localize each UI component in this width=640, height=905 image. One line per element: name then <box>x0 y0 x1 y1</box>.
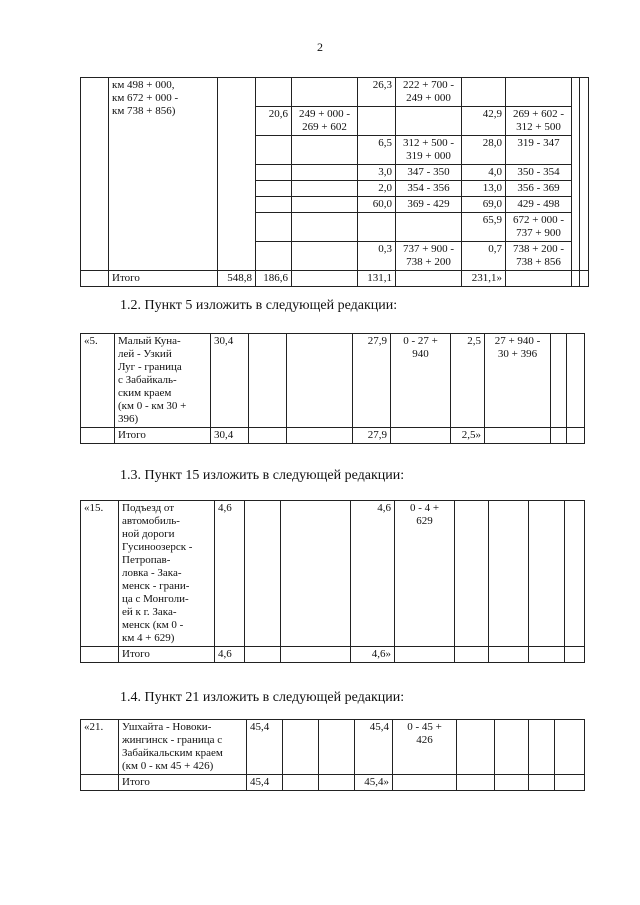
empty-cell <box>283 720 319 775</box>
km-range: 354 - 356 <box>396 181 462 197</box>
empty-cell <box>567 334 585 428</box>
road-name: км 498 + 000, км 672 + 000 - км 738 + 856) <box>109 78 218 271</box>
empty-cell <box>287 428 353 444</box>
empty-cell <box>245 647 281 663</box>
empty-cell <box>393 775 457 791</box>
value-cell: 45,4 <box>247 720 283 775</box>
empty-cell <box>555 775 585 791</box>
empty-cell <box>396 271 462 287</box>
value-cell: 2,0 <box>358 181 396 197</box>
empty-cell <box>256 197 292 213</box>
km-range: 27 + 940 - 30 + 396 <box>485 334 551 428</box>
km-range: 350 - 354 <box>506 165 572 181</box>
empty-cell <box>396 107 462 136</box>
value-cell: 20,6 <box>256 107 292 136</box>
empty-cell <box>529 647 565 663</box>
road-name: Подъезд от автомобиль- ной дороги Гусиноозерск - Петропав- ловка - Зака- менск - грани- ца с Монголи- ей к г. Зака- менск (км 0 - км 4 + 629) <box>119 501 215 647</box>
empty-cell <box>489 501 529 647</box>
total-value: 231,1» <box>462 271 506 287</box>
empty-cell <box>81 271 109 287</box>
km-range: 319 - 347 <box>506 136 572 165</box>
empty-cell <box>292 213 358 242</box>
km-range: 222 + 700 - 249 + 000 <box>396 78 462 107</box>
value-cell: 3,0 <box>358 165 396 181</box>
total-label: Итого <box>119 647 215 663</box>
section-heading-21: 1.4. Пункт 21 изложить в следующей редакции: <box>120 690 405 705</box>
empty-cell <box>249 428 287 444</box>
value-cell: 6,5 <box>358 136 396 165</box>
empty-cell <box>245 501 281 647</box>
empty-cell <box>281 647 351 663</box>
empty-cell <box>395 647 455 663</box>
table-item-21 <box>80 719 585 791</box>
total-label: Итого <box>109 271 218 287</box>
total-label: Итого <box>119 775 247 791</box>
empty-cell <box>283 775 319 791</box>
value-cell: 4,6 <box>351 501 395 647</box>
empty-cell <box>81 775 119 791</box>
empty-cell <box>81 428 115 444</box>
section-heading-5: 1.2. Пункт 5 изложить в следующей редакции: <box>120 298 398 313</box>
km-range: 347 - 350 <box>396 165 462 181</box>
total-value: 131,1 <box>358 271 396 287</box>
empty-cell <box>292 78 358 107</box>
empty-cell <box>81 78 109 271</box>
empty-cell <box>506 271 572 287</box>
item-number: «15. <box>81 501 119 647</box>
empty-cell <box>457 775 495 791</box>
km-range: 369 - 429 <box>396 197 462 213</box>
page-number: 2 <box>317 40 323 54</box>
empty-cell <box>358 107 396 136</box>
total-value: 30,4 <box>211 428 249 444</box>
item-number: «21. <box>81 720 119 775</box>
empty-cell <box>529 720 555 775</box>
total-value: 548,8 <box>218 271 256 287</box>
empty-cell <box>292 181 358 197</box>
empty-cell <box>567 428 585 444</box>
empty-cell <box>572 271 580 287</box>
empty-cell <box>551 428 567 444</box>
empty-cell <box>256 181 292 197</box>
empty-cell <box>292 136 358 165</box>
km-range: 0 - 4 + 629 <box>395 501 455 647</box>
item-number: «5. <box>81 334 115 428</box>
value-cell: 26,3 <box>358 78 396 107</box>
km-range: 737 + 900 - 738 + 200 <box>396 242 462 271</box>
empty-cell <box>485 428 551 444</box>
value-cell: 13,0 <box>462 181 506 197</box>
empty-cell <box>529 501 565 647</box>
empty-cell <box>572 78 580 271</box>
value-cell: 2,5 <box>451 334 485 428</box>
value-cell: 0,7 <box>462 242 506 271</box>
empty-cell <box>396 213 462 242</box>
total-value: 4,6 <box>215 647 245 663</box>
table-item-5 <box>80 333 585 444</box>
empty-cell <box>319 720 355 775</box>
empty-cell <box>489 647 529 663</box>
value-cell: 4,0 <box>462 165 506 181</box>
km-range: 269 + 602 - 312 + 500 <box>506 107 572 136</box>
km-range: 429 - 498 <box>506 197 572 213</box>
empty-cell <box>256 136 292 165</box>
km-range: 0 - 45 + 426 <box>393 720 457 775</box>
km-range: 0 - 27 + 940 <box>391 334 451 428</box>
empty-cell <box>218 78 256 271</box>
total-value: 27,9 <box>353 428 391 444</box>
value-cell: 65,9 <box>462 213 506 242</box>
value-cell: 4,6 <box>215 501 245 647</box>
value-cell: 30,4 <box>211 334 249 428</box>
empty-cell <box>551 334 567 428</box>
value-cell: 60,0 <box>358 197 396 213</box>
empty-cell <box>529 775 555 791</box>
value-cell: 0,3 <box>358 242 396 271</box>
table-continuation <box>80 77 589 287</box>
road-name: Малый Куна- лей - Узкий Луг - граница с Забайкаль- ским краем (км 0 - км 30 + 396) <box>115 334 211 428</box>
empty-cell <box>457 720 495 775</box>
empty-cell <box>292 197 358 213</box>
empty-cell <box>256 213 292 242</box>
empty-cell <box>287 334 353 428</box>
empty-cell <box>281 501 351 647</box>
km-range: 249 + 000 - 269 + 602 <box>292 107 358 136</box>
empty-cell <box>495 775 529 791</box>
empty-cell <box>292 271 358 287</box>
empty-cell <box>256 78 292 107</box>
empty-cell <box>292 165 358 181</box>
value-cell: 69,0 <box>462 197 506 213</box>
value-cell: 42,9 <box>462 107 506 136</box>
total-value: 45,4 <box>247 775 283 791</box>
empty-cell <box>292 242 358 271</box>
empty-cell <box>256 242 292 271</box>
total-value: 4,6» <box>351 647 395 663</box>
value-cell: 27,9 <box>353 334 391 428</box>
km-range: 356 - 369 <box>506 181 572 197</box>
empty-cell <box>455 501 489 647</box>
total-value: 186,6 <box>256 271 292 287</box>
empty-cell <box>455 647 489 663</box>
empty-cell <box>495 720 529 775</box>
section-heading-15: 1.3. Пункт 15 изложить в следующей редакции: <box>120 468 405 483</box>
empty-cell <box>555 720 585 775</box>
km-range: 672 + 000 - 737 + 900 <box>506 213 572 242</box>
empty-cell <box>580 271 589 287</box>
empty-cell <box>391 428 451 444</box>
total-value: 45,4» <box>355 775 393 791</box>
empty-cell <box>565 501 585 647</box>
empty-cell <box>256 165 292 181</box>
total-label: Итого <box>115 428 211 444</box>
table-item-15 <box>80 500 585 663</box>
value-cell: 28,0 <box>462 136 506 165</box>
empty-cell <box>319 775 355 791</box>
empty-cell <box>565 647 585 663</box>
total-value: 2,5» <box>451 428 485 444</box>
empty-cell <box>462 78 506 107</box>
empty-cell <box>81 647 119 663</box>
empty-cell <box>249 334 287 428</box>
km-range: 312 + 500 - 319 + 000 <box>396 136 462 165</box>
km-range: 738 + 200 - 738 + 856 <box>506 242 572 271</box>
empty-cell <box>358 213 396 242</box>
empty-cell <box>580 78 589 271</box>
value-cell: 45,4 <box>355 720 393 775</box>
empty-cell <box>506 78 572 107</box>
road-name: Ушхайта - Новоки- жингинск - граница с Забайкальским краем (км 0 - км 45 + 426) <box>119 720 247 775</box>
